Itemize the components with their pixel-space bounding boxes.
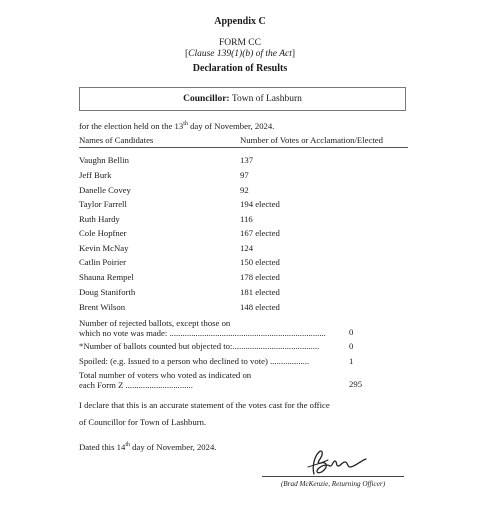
total-label-line2: each Form Z ............................... bbox=[79, 380, 193, 390]
office-value: Town of Lashburn bbox=[231, 94, 302, 104]
office-label: Councillor: bbox=[183, 94, 230, 104]
dated-line: Dated this 14th day of November, 2024. bbox=[79, 442, 217, 452]
clause-reference: [Clause 139(1)(b) of the Act] bbox=[184, 49, 296, 59]
spoiled-value: 1 bbox=[349, 356, 354, 366]
candidate-votes: 194 elected bbox=[240, 199, 280, 209]
declaration-line2: of Councillor for Town of Lashburn. bbox=[79, 417, 207, 427]
candidate-name: Taylor Farrell bbox=[79, 199, 127, 209]
candidate-name: Doug Staniforth bbox=[79, 287, 136, 297]
candidate-name: Shauna Rempel bbox=[79, 272, 134, 282]
total-value: 295 bbox=[349, 379, 363, 389]
candidate-name: Jeff Burk bbox=[79, 170, 112, 180]
candidate-name: Catlin Poirier bbox=[79, 257, 127, 267]
total-label-line1: Total number of voters who voted as indicated on bbox=[79, 370, 252, 380]
rejected-label-line2: which no vote was made: ........................................................................ bbox=[79, 328, 326, 338]
candidate-votes: 92 bbox=[240, 185, 249, 195]
col-header-names: Names of Candidates bbox=[79, 135, 154, 145]
candidate-name: Vaughn Bellin bbox=[79, 155, 129, 165]
signature-line bbox=[262, 476, 404, 477]
candidate-votes: 178 elected bbox=[240, 272, 280, 282]
objected-value: 0 bbox=[349, 341, 354, 351]
appendix-heading: Appendix C bbox=[214, 16, 266, 27]
office-box bbox=[79, 87, 406, 111]
candidate-votes: 97 bbox=[240, 170, 249, 180]
candidate-votes: 167 elected bbox=[240, 228, 280, 238]
candidate-votes: 137 bbox=[240, 155, 254, 165]
signature-caption: (Brad McKenzie, Returning Officer) bbox=[280, 480, 386, 488]
candidate-name: Brent Wilson bbox=[79, 302, 126, 312]
rejected-value: 0 bbox=[349, 327, 354, 337]
handwritten-signature bbox=[300, 447, 372, 477]
candidate-name: Danelle Covey bbox=[79, 185, 131, 195]
document-title: Declaration of Results bbox=[192, 63, 288, 74]
objected-label: *Number of ballots counted but objected to:........................................ bbox=[79, 341, 320, 351]
election-date-line: for the election held on the 13th day of November, 2024. bbox=[79, 121, 275, 131]
candidate-votes: 124 bbox=[240, 243, 254, 253]
candidate-votes: 148 elected bbox=[240, 302, 280, 312]
candidate-votes: 181 elected bbox=[240, 287, 280, 297]
candidate-name: Kevin McNay bbox=[79, 243, 129, 253]
col-header-votes: Number of Votes or Acclamation/Elected bbox=[240, 135, 383, 145]
candidate-votes: 116 bbox=[240, 214, 253, 224]
declaration-line1: I declare that this is an accurate statement of the votes cast for the office bbox=[79, 400, 330, 410]
candidate-name: Cole Hopfner bbox=[79, 228, 127, 238]
rejected-label-line1: Number of rejected ballots, except those on bbox=[79, 318, 231, 328]
form-label: FORM CC bbox=[219, 38, 261, 48]
candidate-name: Ruth Hardy bbox=[79, 214, 120, 224]
candidate-votes: 150 elected bbox=[240, 257, 280, 267]
spoiled-label: Spoiled: (e.g. Issued to a person who declined to vote) .................. bbox=[79, 356, 310, 366]
header-rule bbox=[79, 147, 408, 148]
